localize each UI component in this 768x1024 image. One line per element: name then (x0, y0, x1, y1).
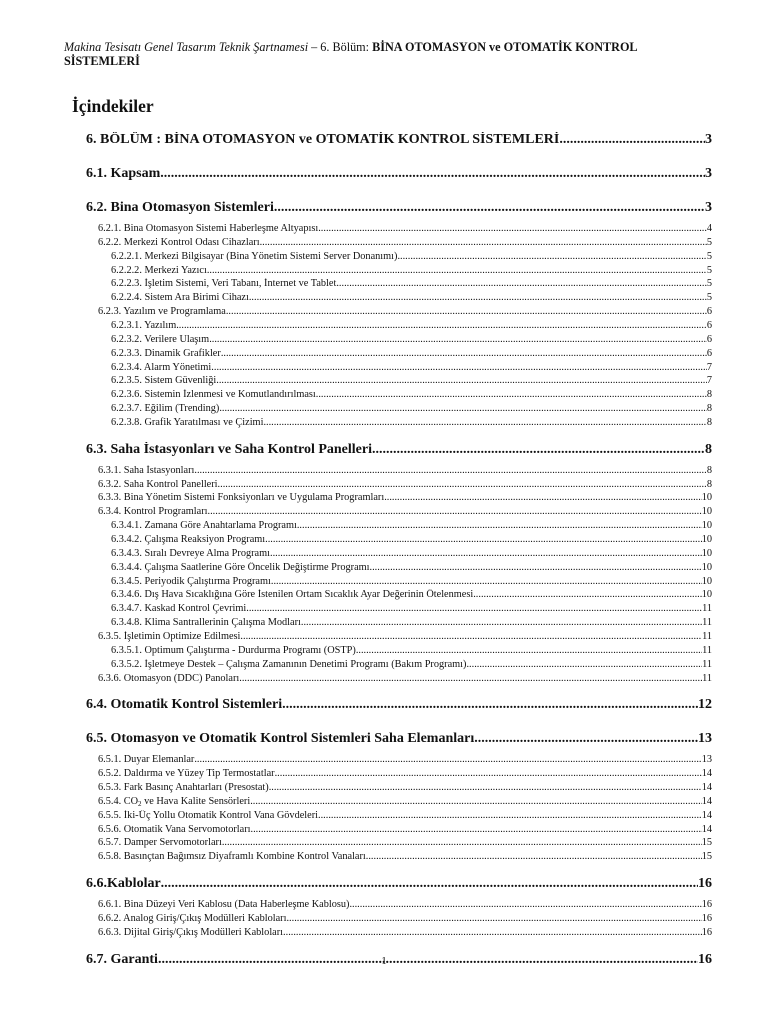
toc-entry-page: 5 (706, 278, 712, 290)
toc-entry-page: 11 (702, 658, 712, 670)
toc-entry-label: 6.5.4. $CO_2$ ve Hava Kalite Sensörleri (98, 795, 251, 808)
toc-entry-label: 6.6.1. Bina Düzeyi Veri Kablosu (Data Haberleşme Kablosu) (98, 899, 350, 911)
toc-subsection-entry[interactable] (98, 824, 712, 837)
toc-dot-leader (301, 617, 702, 628)
toc-dot-leader (207, 265, 707, 276)
toc-entry-label: 6.6.Kablolar (86, 876, 161, 892)
toc-entry-page: 10 (701, 547, 712, 559)
toc-entry-page: 16 (701, 926, 712, 938)
toc-entry-page: 8 (706, 464, 712, 476)
toc-entry-label: 6.2.3.5. Sistem Güvenliği (111, 375, 217, 387)
toc-entry-label: 6.3.4. Kontrol Programları (98, 506, 208, 518)
toc-dot-leader (336, 278, 707, 289)
toc-subsection-entry[interactable] (98, 754, 712, 767)
toc-subsection-entry[interactable] (98, 851, 712, 864)
toc-entry-page: 10 (701, 575, 712, 587)
toc-entry-label: 6.5.2. Daldırma ve Yüzey Tip Termostatlar (98, 768, 275, 780)
toc-dot-leader (271, 576, 702, 587)
toc-section-entry[interactable] (86, 442, 712, 460)
toc-dot-leader (246, 603, 702, 614)
toc-entry-label: 6.2.2.3. İşletim Sistemi, Veri Tabanı, İnternet ve Tablet (111, 278, 337, 290)
toc-entry-label: 6.6.3. Dijital Giriş/Çıkış Modülleri Kabloları (98, 926, 284, 938)
toc-entry-label: 6.3.1. Saha İstasyonları (98, 464, 195, 476)
toc-entry-page: 8 (706, 403, 712, 415)
toc-entry-label: 6.3.4.3. Sıralı Devreye Alma Programı (111, 547, 270, 559)
toc-entry-page: 14 (701, 795, 712, 807)
toc-entry-label: 6.3.4.2. Çalışma Reaksiyon Programı (111, 534, 266, 545)
toc-subsection-entry[interactable] (111, 334, 712, 347)
toc-entry-page: 8 (706, 478, 712, 490)
toc-section-entry[interactable] (86, 132, 712, 150)
toc-entry-page: 11 (702, 672, 712, 684)
toc-entry-page: 16 (701, 913, 712, 924)
toc-subsection-entry[interactable] (98, 237, 712, 250)
toc-entry-page: 6 (706, 319, 712, 331)
toc-dot-leader (226, 306, 707, 317)
toc-dot-leader (286, 913, 701, 924)
toc-entry-page: 16 (701, 899, 712, 911)
toc-dot-leader (211, 362, 707, 373)
toc-entry-page: 14 (701, 823, 712, 835)
toc-entry-page: 3 (705, 132, 712, 147)
toc-entry-page: 11 (702, 617, 712, 629)
toc-entry-page: 16 (698, 876, 712, 892)
toc-entry-page: 8 (705, 441, 712, 457)
toc-dot-leader (270, 548, 702, 559)
toc-entry-page: 10 (701, 506, 712, 518)
toc-subsection-entry[interactable] (98, 465, 712, 478)
toc-entry-page: 5 (706, 264, 712, 276)
toc-dot-leader (559, 132, 705, 148)
toc-subsection-entry[interactable] (111, 562, 712, 575)
toc-subsection-entry[interactable] (98, 306, 712, 319)
toc-section-entry[interactable] (86, 731, 712, 749)
toc-entry-page: 12 (698, 697, 712, 713)
toc-entry-label: 6.3.4.6. Dış Hava Sıcaklığına Göre İstenilen Ortam Sıcaklık Ayar Değerinin Ötelenmesi (111, 589, 474, 601)
toc-subsection-entry[interactable] (98, 927, 712, 940)
toc-dot-leader (356, 645, 702, 656)
toc-entry-label: 6.3.4.1. Zamana Göre Anahtarlama Programı (111, 520, 297, 532)
toc-entry-page: 5 (706, 292, 712, 304)
toc-entry-label: 6.3.4.4. Çalışma Saatlerine Göre Öncelik Değiştirme Programı (111, 561, 370, 573)
toc-dot-leader (473, 589, 701, 600)
toc-entry-page: 6 (706, 347, 712, 359)
toc-entry-label: 6.2.1. Bina Otomasyon Sistemi Haberleşme Altyapısı (98, 223, 319, 234)
toc-entry-page: 11 (702, 630, 712, 642)
toc-dot-leader (269, 782, 702, 793)
toc-entry-subscript: 2 (138, 799, 142, 808)
toc-entry-label: 6.2.3.2. Verilere Ulaşım (111, 333, 210, 345)
toc-dot-leader (384, 492, 702, 503)
toc-subsection-entry[interactable] (111, 589, 712, 602)
toc-dot-leader (176, 320, 707, 331)
toc-subsection-entry[interactable] (111, 659, 712, 672)
toc-entry-page: 10 (701, 589, 712, 601)
toc-entry-page: 7 (706, 361, 712, 373)
toc-entry-label: 6.5.7. Damper Servomotorları (98, 837, 222, 849)
toc-entry-page: 8 (706, 416, 712, 428)
toc-entry-label: 6.5.8. Basınçtan Bağımsız Diyaframlı Kombine Kontrol Vanaları (98, 851, 366, 863)
toc-entry-page: 13 (701, 754, 712, 766)
toc-entry-page: 8 (706, 389, 712, 401)
toc-dot-leader (219, 403, 707, 414)
toc-subsection-entry[interactable] (98, 913, 712, 926)
toc-entry-label: 6.2.3.1. Yazılım (111, 319, 177, 331)
toc-dot-leader (318, 810, 702, 821)
toc-subsection-entry[interactable] (111, 417, 712, 430)
toc-entry-label-rest: ve Hava Kalite Sensörleri (141, 795, 251, 807)
toc-subsection-entry[interactable] (111, 292, 712, 305)
toc-subsection-entry[interactable] (98, 837, 712, 850)
toc-dot-leader (161, 876, 698, 892)
toc-dot-leader (370, 562, 702, 573)
page-number: 1 (381, 955, 387, 967)
toc-subsection-entry[interactable] (111, 534, 712, 547)
toc-entry-page: 10 (701, 492, 712, 504)
toc-dot-leader (239, 673, 702, 684)
toc-entry-label: 6.5.1. Duyar Elemanlar (98, 754, 195, 766)
toc-subsection-entry[interactable] (98, 492, 712, 505)
toc-subsection-entry[interactable] (98, 223, 712, 236)
toc-entry-label: 6.3.3. Bina Yönetim Sistemi Fonksiyonları ve Uygulama Programları (98, 492, 385, 504)
toc-heading: İçindekiler (72, 96, 154, 116)
toc-dot-leader (222, 837, 702, 848)
toc-dot-leader (216, 375, 707, 386)
toc-entry-page: 15 (701, 837, 712, 849)
toc-subsection-entry[interactable] (98, 506, 712, 519)
toc-entry-label: 6.1. Kapsam (86, 166, 161, 181)
toc-entry-label: 6.2.3. Yazılım ve Programlama (98, 306, 226, 318)
toc-subsection-entry[interactable] (98, 796, 712, 809)
toc-entry-label: 6.5.5. İki-Üç Yollu Otomatik Kontrol Vana Gövdeleri (98, 809, 319, 821)
toc-entry-label: 6.3.4.8. Klima Santrallerinin Çalışma Modları (111, 617, 301, 629)
toc-dot-leader (282, 697, 698, 713)
toc-dot-leader (250, 796, 702, 807)
toc-entry-page: 4 (706, 223, 712, 234)
toc-dot-leader (194, 465, 706, 476)
toc-entry-label: 6.2.3.7. Eğilim (Trending) (111, 403, 220, 415)
toc-entry-page: 13 (698, 731, 712, 747)
header-section-ref: – 6. Bölüm: (308, 40, 373, 54)
toc-dot-leader (209, 334, 707, 345)
toc-dot-leader (251, 824, 702, 835)
toc-entry-page: 5 (706, 236, 712, 248)
toc-entry-page: 3 (705, 200, 712, 215)
toc-entry-label: 6.2.2.4. Sistem Ara Birimi Cihazı (111, 292, 249, 304)
toc-dot-leader (221, 348, 707, 359)
toc-subsection-entry[interactable] (111, 403, 712, 416)
toc-dot-leader (466, 659, 702, 670)
toc-dot-leader (249, 292, 707, 303)
toc-subsection-entry[interactable] (98, 768, 712, 781)
toc-entry-label: 6.2.2.2. Merkezi Yazıcı (111, 264, 207, 276)
running-header (64, 40, 714, 68)
toc-entry-label: 6.3.5.1. Optimum Çalıştırma - Durdurma Programı (OSTP) (111, 644, 356, 656)
toc-dot-leader (194, 754, 701, 765)
toc-entry-page: 15 (701, 851, 712, 863)
toc-subsection-entry[interactable] (111, 389, 712, 402)
toc-dot-leader (275, 768, 702, 779)
toc-subsection-entry[interactable] (111, 617, 712, 630)
toc-entry-page: 5 (706, 250, 712, 262)
header-section-title: BİNA OTOMASYON ve OTOMATİK KONTROL SİSTEMLERİ (64, 40, 637, 68)
toc-entry-label: 6.2.2.1. Merkezi Bilgisayar (Bina Yönetim Sistemi Server Donanımı) (111, 250, 398, 262)
toc-subsection-entry[interactable] (98, 631, 712, 644)
toc-dot-leader (160, 166, 705, 182)
toc-entry-label: 6.2.3.4. Alarm Yönetimi (111, 361, 212, 373)
toc-entry-page: 6 (706, 306, 712, 318)
toc-dot-leader (208, 506, 702, 517)
toc-dot-leader (316, 389, 707, 400)
toc-entry-page: 3 (705, 166, 712, 181)
toc-entry-label: 6.3. Saha İstasyonları ve Saha Kontrol Panelleri (86, 441, 372, 457)
toc-subsection-entry[interactable] (111, 375, 712, 388)
toc-entry-page: 11 (702, 603, 712, 615)
toc-subsection-entry[interactable] (111, 348, 712, 361)
toc-entry-label: 6.2. Bina Otomasyon Sistemleri (86, 200, 274, 215)
toc-entry-label: 6.3.2. Saha Kontrol Panelleri (98, 478, 218, 490)
toc-entry-label: 6.3.5. İşletimin Optimize Edilmesi (98, 630, 241, 642)
toc-subsection-entry[interactable] (111, 645, 712, 658)
toc-entry-page: 10 (701, 520, 712, 532)
toc-entry-page: 14 (701, 768, 712, 780)
toc-entry-label: 6.3.6. Otomasyon (DDC) Panoları (98, 672, 240, 684)
toc-entry-label: 6.2.3.6. Sistemin İzlenmesi ve Komutlandırılması (111, 389, 316, 401)
toc-entry-page: 14 (701, 809, 712, 821)
toc-section-entry[interactable] (86, 166, 712, 184)
toc-subsection-entry[interactable] (111, 320, 712, 333)
toc-dot-leader (372, 442, 705, 458)
header-document-title: Makina Tesisatı Genel Tasarım Teknik Şartnamesi (64, 40, 309, 54)
toc-section-entry[interactable] (86, 876, 712, 894)
toc-dot-leader (297, 520, 702, 531)
toc-entry-label: 6.6.2. Analog Giriş/Çıkış Modülleri Kabloları (98, 913, 287, 924)
toc-subsection-entry[interactable] (98, 782, 712, 795)
toc-entry-page: 6 (706, 333, 712, 345)
toc-dot-leader (240, 631, 702, 642)
toc-entry-page: 14 (701, 782, 712, 794)
toc-entry-label: 6.2.3.3. Dinamik Grafikler (111, 347, 221, 359)
toc-entry-label: 6.3.4.7. Kaskad Kontrol Çevrimi (111, 603, 247, 615)
toc-entry-label: 6.5. Otomasyon ve Otomatik Kontrol Sistemleri Saha Elemanları (86, 731, 475, 747)
toc-entry-page: 10 (701, 561, 712, 573)
toc-dot-leader (397, 251, 706, 262)
toc-subsection-entry[interactable] (111, 265, 712, 278)
toc-dot-leader (263, 417, 706, 428)
toc-dot-leader (218, 479, 707, 490)
toc-dot-leader (265, 534, 702, 545)
toc-entry-page: 16 (698, 951, 712, 967)
toc-subsection-entry[interactable] (111, 251, 712, 264)
toc-dot-leader (366, 851, 702, 862)
toc-entry-page: 7 (706, 375, 712, 387)
toc-subsection-entry[interactable] (111, 576, 712, 589)
toc-entry-label: 6.2.2. Merkezi Kontrol Odası Cihazları (98, 236, 260, 248)
toc-dot-leader (283, 927, 702, 938)
toc-subsection-entry[interactable] (111, 548, 712, 561)
toc-section-entry[interactable] (86, 697, 712, 715)
toc-dot-leader (260, 237, 707, 248)
toc-subsection-entry[interactable] (98, 810, 712, 823)
toc-subsection-entry[interactable] (98, 899, 712, 912)
toc-subsection-entry[interactable] (111, 362, 712, 375)
toc-dot-leader (474, 731, 698, 747)
toc-entry-label: 6.3.4.5. Periyodik Çalıştırma Programı (111, 575, 271, 587)
toc-entry-page: 10 (701, 534, 712, 545)
toc-entry-label: 6.7. Garanti (86, 951, 158, 967)
toc-subsection-entry[interactable] (98, 673, 712, 686)
toc-dot-leader (318, 223, 707, 234)
toc-dot-leader (349, 899, 701, 910)
toc-entry-page: 11 (702, 644, 712, 656)
toc-entry-label: 6.2.3.8. Grafik Yaratılması ve Çizimi (111, 416, 264, 428)
toc-entry-label: 6.4. Otomatik Kontrol Sistemleri (86, 697, 283, 713)
toc-entry-label: 6.5.3. Fark Basınç Anahtarları (Presostat) (98, 782, 269, 794)
toc-subsection-entry[interactable] (111, 603, 712, 616)
toc-entry-label: 6.3.5.2. İşletmeye Destek – Çalışma Zamanının Denetimi Programı (Bakım Programı) (111, 658, 467, 670)
toc-section-entry[interactable] (86, 200, 712, 218)
toc-dot-leader (274, 200, 705, 216)
toc-entry-label: 6. BÖLÜM : BİNA OTOMASYON ve OTOMATİK KONTROL SİSTEMLERİ (86, 132, 560, 147)
toc-subsection-entry[interactable] (111, 278, 712, 291)
toc-subsection-entry[interactable] (111, 520, 712, 533)
toc-subsection-entry[interactable] (98, 479, 712, 492)
toc-entry-label: 6.5.6. Otomatik Vana Servomotorları (98, 823, 251, 835)
